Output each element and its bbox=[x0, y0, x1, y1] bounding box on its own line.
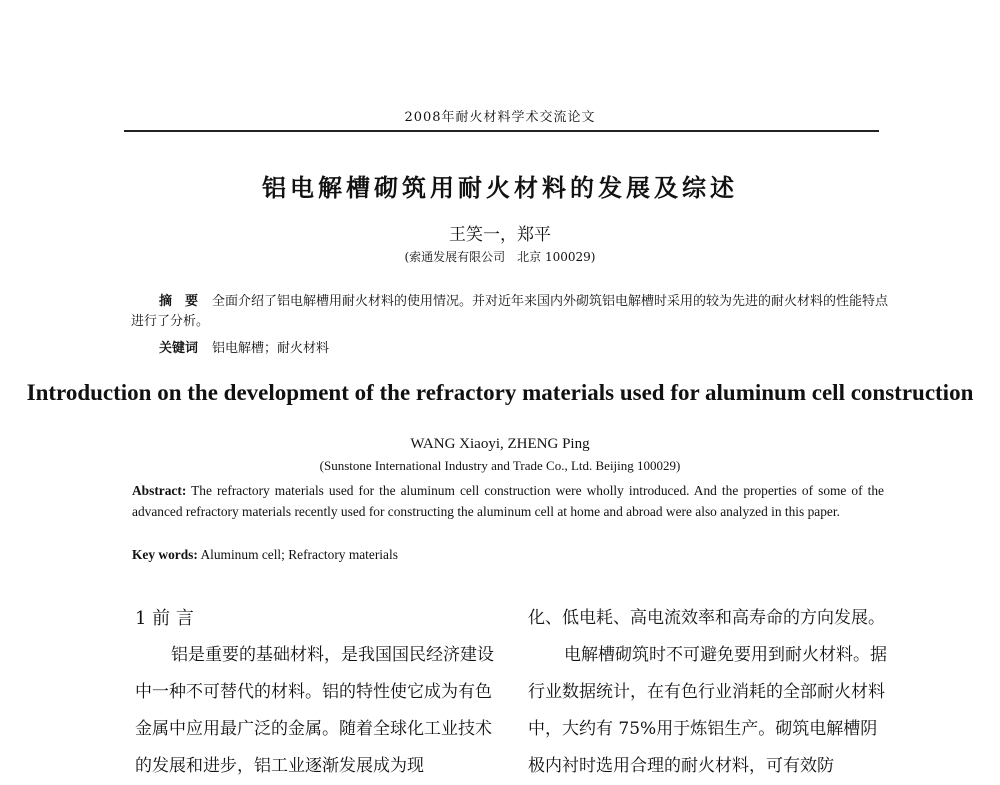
body-paragraph: 铝是重要的基础材料，是我国国民经济建设中一种不可替代的材料。铝的特性使它成为有色金属中应用最广泛的金属。随着全球化工业技术的发展和进步，铝工业逐渐发展成为现 bbox=[135, 645, 494, 776]
chinese-abstract-label: 摘 要 bbox=[159, 294, 199, 309]
english-authors: WANG Xiaoyi, ZHENG Ping bbox=[410, 436, 590, 452]
body-paragraph: 化、低电耗、高电流效率和高寿命的方向发展。 bbox=[528, 608, 885, 628]
body-paragraph: 电解槽砌筑时不可避免要用到耐火材料。据行业数据统计，在有色行业消耗的全部耐火材料中，大约有 75%用于炼铝生产。砌筑电解槽阴极内衬时选用合理的耐火材料，可有效防 bbox=[528, 645, 887, 776]
english-abstract bbox=[132, 480, 884, 522]
running-header: 2008年耐火材料学术交流论文 bbox=[404, 110, 596, 125]
chinese-abstract-text: 全面介绍了铝电解槽用耐火材料的使用情况。并对近年来国内外砌筑铝电解槽时采用的较为先进的耐火材料的性能特点进行了分析。 bbox=[131, 294, 889, 329]
section-heading: 1 前 言 bbox=[135, 608, 194, 629]
body-column-right bbox=[528, 600, 890, 785]
chinese-keywords-label: 关键词 bbox=[159, 341, 199, 356]
english-abstract-label: Abstract: bbox=[132, 483, 187, 498]
body-column-left bbox=[135, 600, 495, 785]
header-rule bbox=[124, 130, 879, 132]
english-abstract-text: The refractory materials used for the aluminum cell construction were wholly introduced. And the properties of some of the advanced refractory materials recently used for constructing the aluminum cell at home and abroad were also analyzed in this paper. bbox=[132, 483, 884, 519]
chinese-authors: 王笑一，郑平 bbox=[449, 225, 551, 245]
chinese-keywords-text: 铝电解槽；耐火材料 bbox=[212, 341, 330, 356]
english-affiliation: (Sunstone International Industry and Trade Co., Ltd. Beijing 100029) bbox=[319, 458, 681, 473]
chinese-abstract bbox=[131, 292, 891, 332]
english-keywords bbox=[132, 544, 884, 565]
chinese-affiliation: (索通发展有限公司 北京 100029) bbox=[404, 250, 596, 264]
english-keywords-text: Aluminum cell; Refractory materials bbox=[200, 547, 398, 562]
english-title: Introduction on the development of the refractory materials used for aluminum cell construction bbox=[26, 380, 974, 405]
chinese-keywords bbox=[131, 339, 919, 359]
english-keywords-label: Key words: bbox=[132, 547, 198, 562]
chinese-title: 铝电解槽砌筑用耐火材料的发展及综述 bbox=[262, 173, 738, 202]
